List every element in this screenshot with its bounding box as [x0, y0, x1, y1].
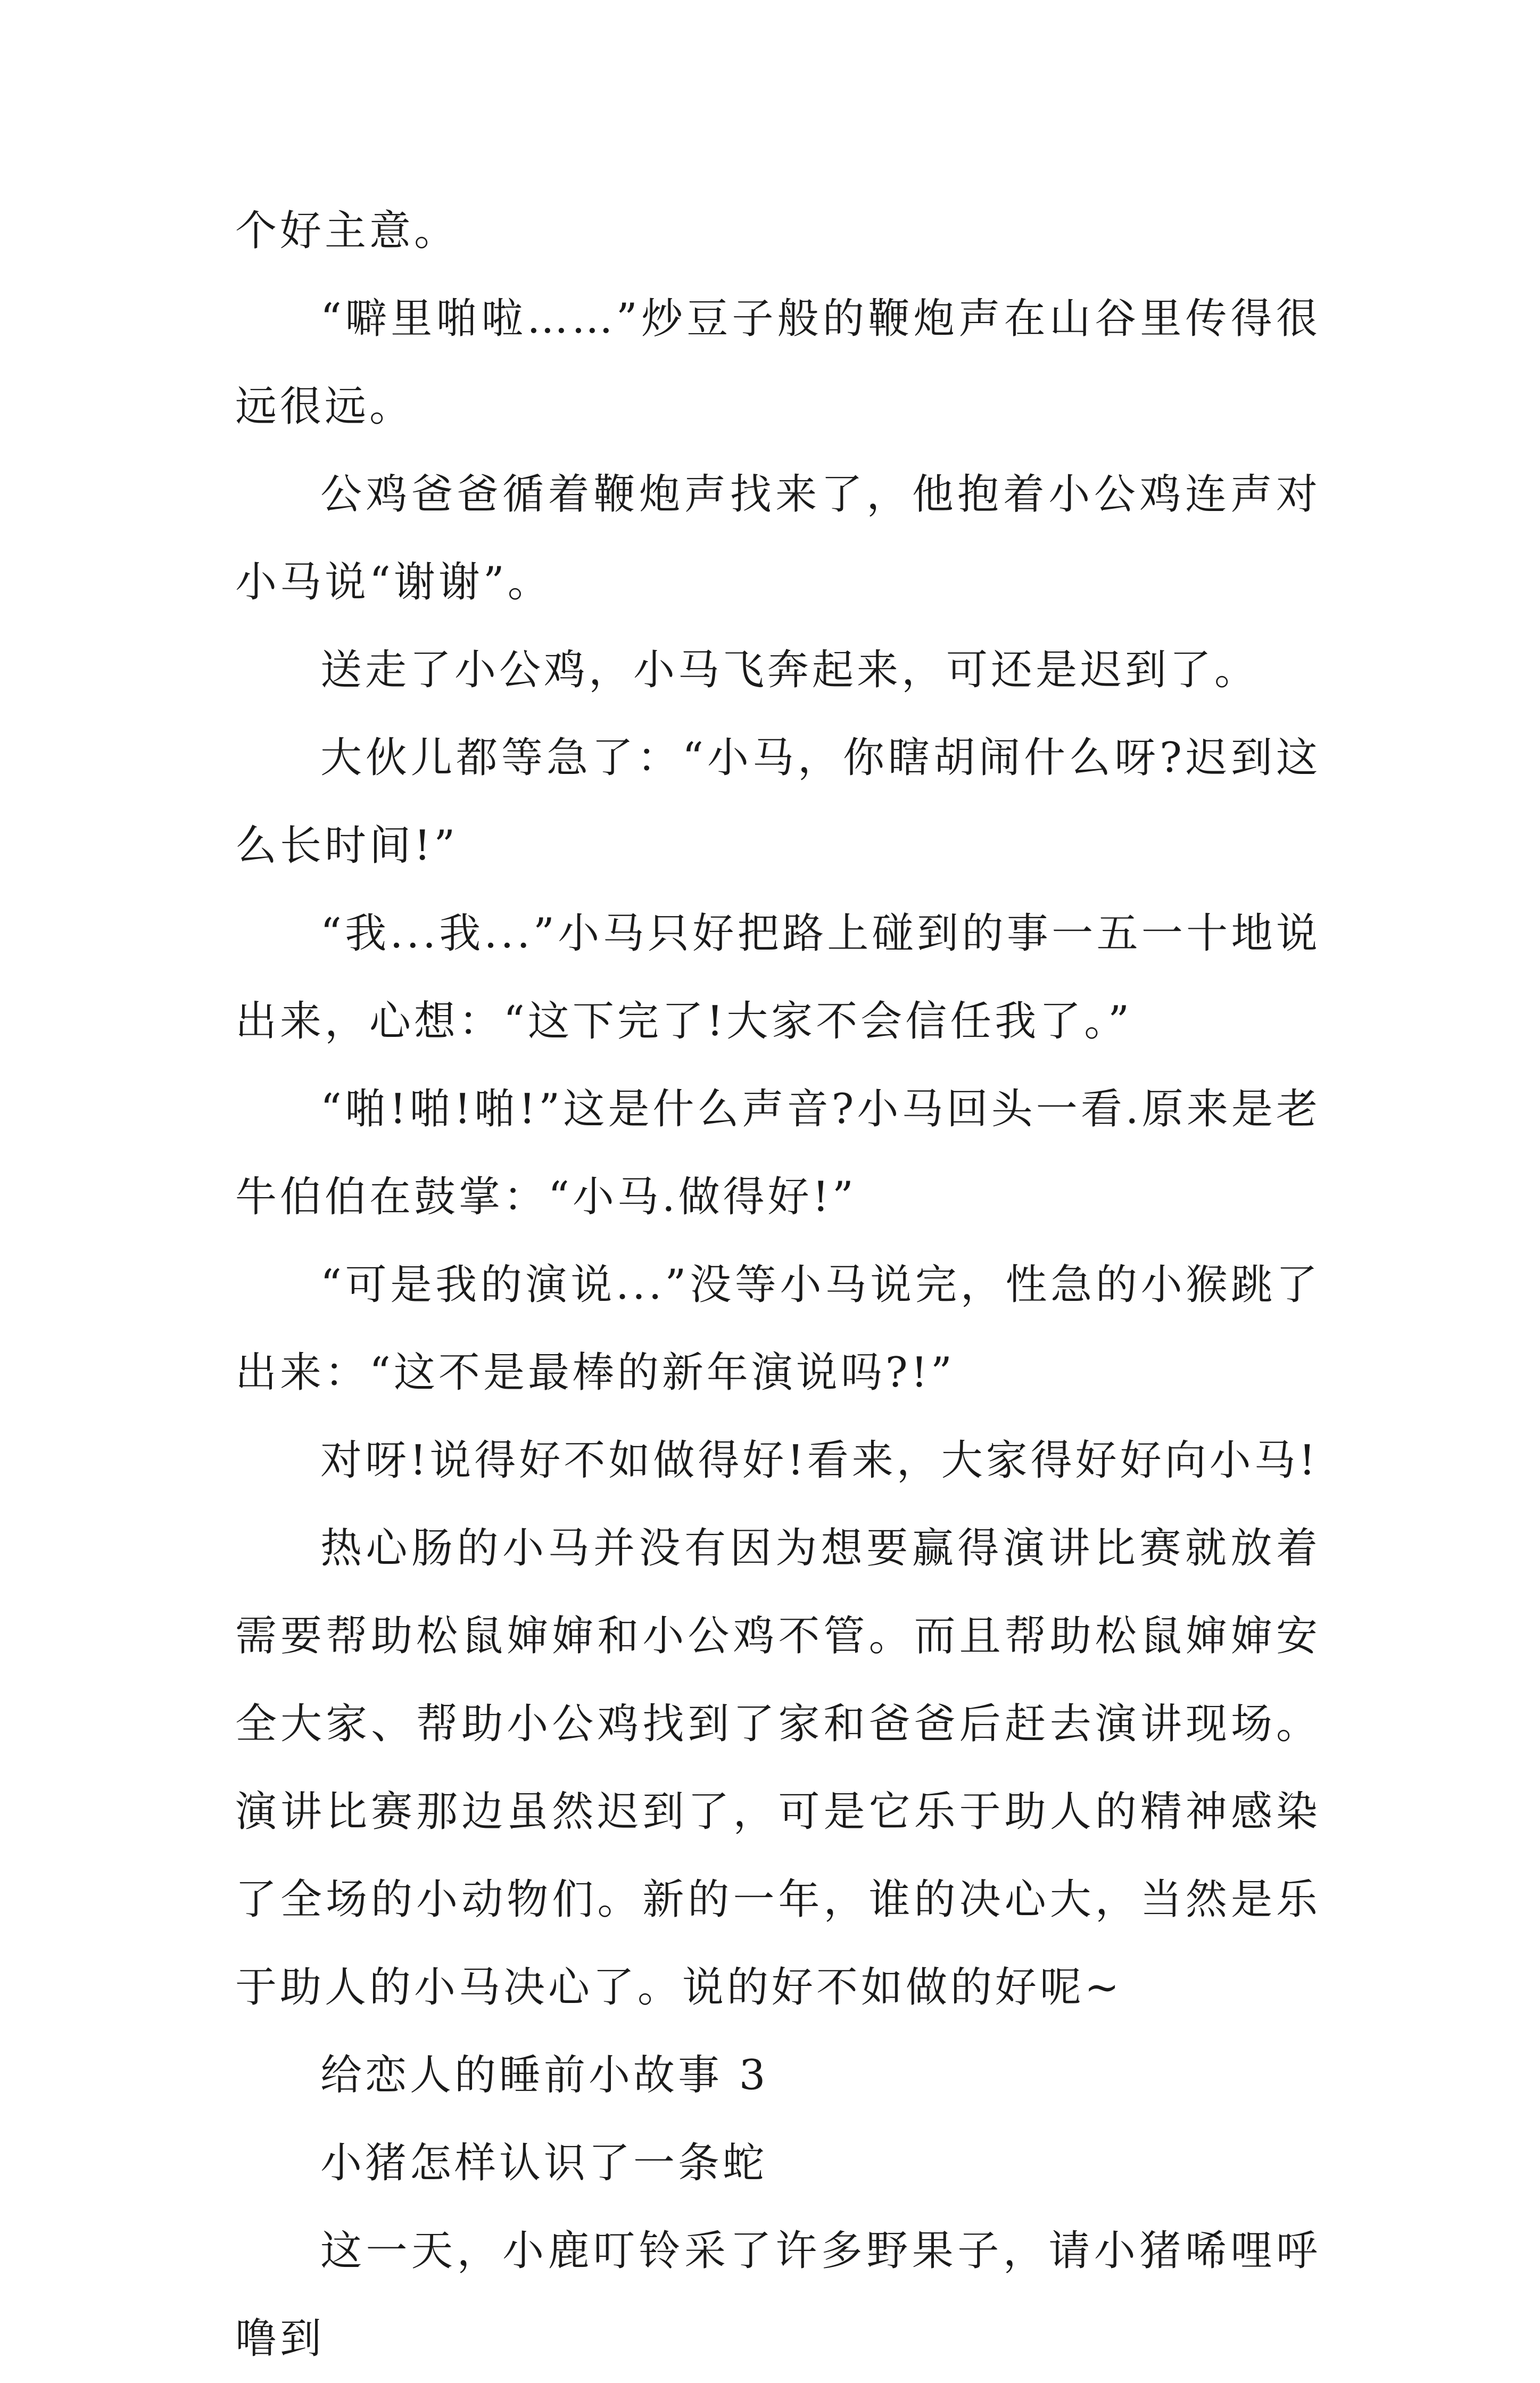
- paragraph-5: 大伙儿都等急了：“小马，你瞎胡闹什么呀?迟到这么长时间!”: [235, 734, 1321, 870]
- document-body: [235, 187, 1321, 2383]
- paragraph-last: 这一天，小鹿叮铃采了许多野果子，请小猪唏哩呼噜到: [235, 2227, 1321, 2363]
- paragraph-8: “可是我的演说...”没等小马说完，性急的小猴跳了出来：“这不是最棒的新年演说吗?!”: [235, 1261, 1321, 1397]
- paragraph-2: “噼里啪啦……”炒豆子般的鞭炮声在山谷里传得很远很远。: [235, 295, 1321, 431]
- story-title: 小猪怎样认识了一条蛇: [320, 2139, 768, 2187]
- paragraph-3: 公鸡爸爸循着鞭炮声找来了，他抱着小公鸡连声对小马说“谢谢”。: [235, 471, 1321, 606]
- paragraph-1: 个好主意。: [235, 207, 459, 255]
- paragraph-10: 热心肠的小马并没有因为想要赢得演讲比赛就放着需要帮助松鼠婶婶和小公鸡不管。而且帮助松鼠婶婶安全大家、帮助小公鸡找到了家和爸爸后赶去演讲现场。演讲比赛那边虽然迟到了，可是它乐于助人的精神感染了全场的小动物们。新的一年，谁的决心大，当然是乐于助人的小马决心了。说的好不如做的好呢~: [235, 1524, 1321, 2011]
- paragraph-7: “啪!啪!啪!”这是什么声音?小马回头一看.原来是老牛伯伯在鼓掌：“小马.做得好!”: [235, 1085, 1321, 1221]
- paragraph-4: 送走了小公鸡，小马飞奔起来，可还是迟到了。: [320, 646, 1260, 694]
- paragraph-9: 对呀!说得好不如做得好!看来，大家得好好向小马!: [320, 1437, 1319, 1485]
- paragraph-6: “我...我...”小马只好把路上碰到的事一五一十地说出来，心想：“这下完了!大家不会信任我了。”: [235, 910, 1321, 1045]
- story-number-heading: 给恋人的睡前小故事 3: [320, 2051, 769, 2099]
